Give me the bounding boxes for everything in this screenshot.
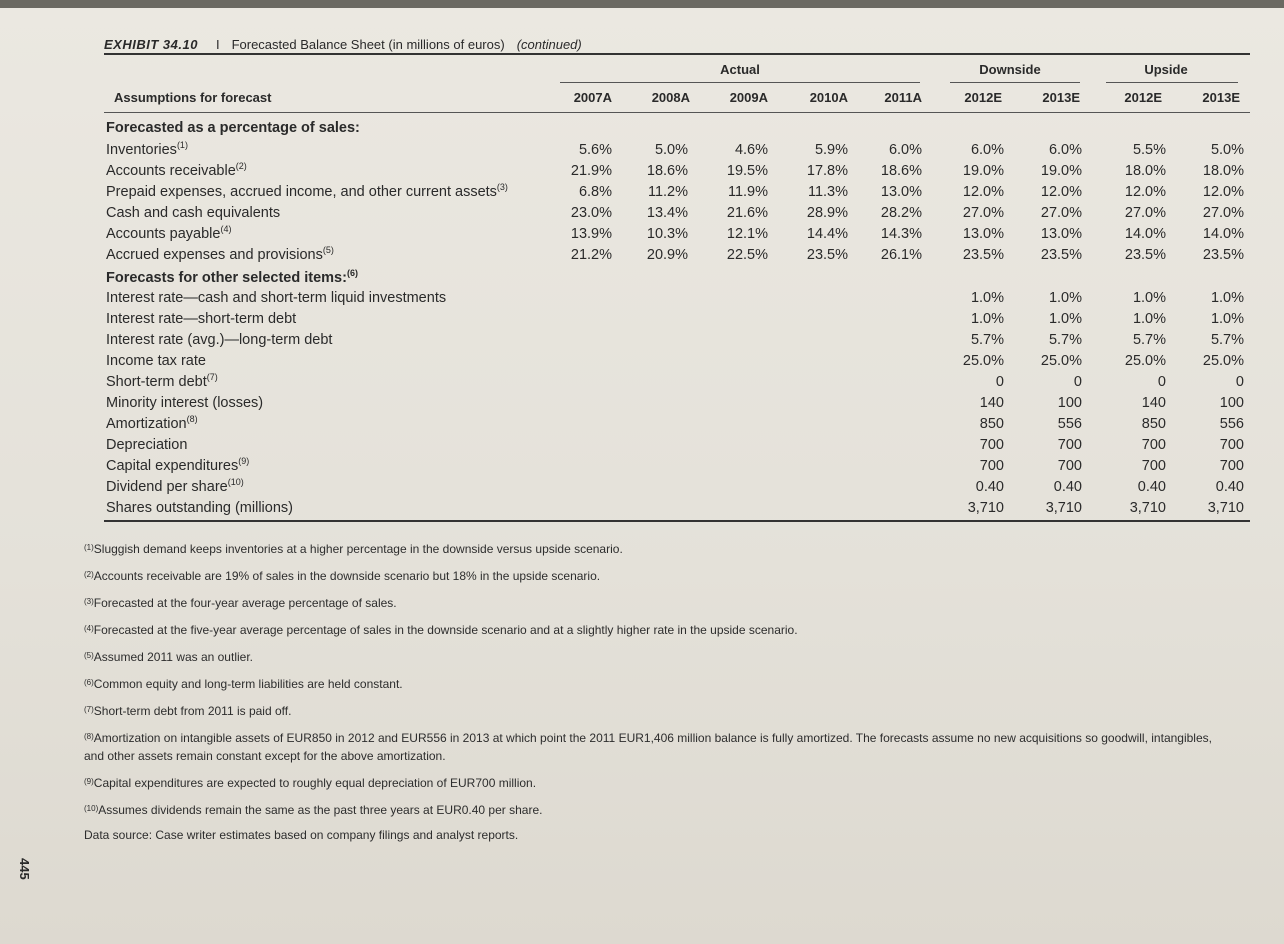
table-row	[0, 247, 1284, 267]
table-cell: 13.0%	[1040, 226, 1082, 242]
table-cell: 13.4%	[646, 205, 688, 221]
row-label-text: Cash and cash equivalents	[106, 205, 281, 221]
table-cell: 1.0%	[1210, 311, 1244, 327]
row-label-text: Inventories	[106, 142, 177, 158]
table-cell: 5.7%	[1132, 332, 1166, 348]
table-row	[0, 479, 1284, 499]
footnote-marker: (1)	[176, 140, 188, 150]
table-cell: 21.9%	[570, 163, 612, 179]
table-cell: 0	[1073, 374, 1082, 390]
table-cell: 25.0%	[1040, 353, 1082, 369]
table-cell: 1.0%	[1048, 311, 1082, 327]
footnote-text: Sluggish demand keeps inventories at a higher percentage in the downside versus upside scenario.	[93, 542, 623, 556]
table-cell: 11.9%	[727, 184, 768, 200]
table-cell: 0.40	[1215, 479, 1244, 495]
table-cell: 1.0%	[1132, 311, 1166, 327]
footnote-mark: (10)	[84, 804, 99, 813]
table-cell: 14.0%	[1124, 226, 1166, 242]
table-cell: 23.5%	[1202, 247, 1244, 263]
page-number: 445	[17, 858, 32, 880]
table-cell: 0	[995, 374, 1004, 390]
footnote-mark: (6)	[84, 678, 94, 687]
table-cell: 22.5%	[726, 247, 768, 263]
footnote-text: Assumes dividends remain the same as the past three years at EUR0.40 per share.	[98, 803, 543, 817]
table-cell: 12.0%	[1124, 184, 1166, 200]
table-cell: 28.9%	[806, 205, 848, 221]
footnote	[84, 675, 1234, 693]
footnote-marker: (10)	[227, 477, 244, 487]
header-rule	[104, 112, 1250, 113]
footnote-text: Assumed 2011 was an outlier.	[93, 650, 253, 664]
footnote-text: Short-term debt from 2011 is paid off.	[93, 704, 292, 718]
table-cell: 556	[1219, 416, 1244, 432]
table-cell: 28.2%	[880, 205, 922, 221]
table-row	[0, 184, 1284, 204]
table-cell: 0.40	[1053, 479, 1082, 495]
table-cell: 0	[1157, 374, 1166, 390]
footnote-text: Common equity and long-term liabilities are held constant.	[93, 677, 403, 691]
table-cell: 12.0%	[1202, 184, 1244, 200]
table-cell: 3,710	[1129, 500, 1166, 516]
row-label	[106, 290, 446, 306]
column-header: 2007A	[573, 90, 612, 105]
section-title	[106, 268, 358, 286]
table-cell: 25.0%	[1202, 353, 1244, 369]
footnote-text: Accounts receivable are 19% of sales in the downside scenario but 18% in the upside scenario.	[93, 569, 601, 583]
table-cell: 1.0%	[970, 311, 1004, 327]
exhibit-title	[104, 37, 582, 52]
table-cell: 700	[1219, 437, 1244, 453]
table-cell: 556	[1057, 416, 1082, 432]
row-label-text: Prepaid expenses, accrued income, and other current assets	[106, 184, 497, 200]
exhibit-caption: Forecasted Balance Sheet (in millions of euros)	[231, 37, 505, 52]
table-cell: 10.3%	[646, 226, 688, 242]
column-header: 2013E	[1042, 90, 1080, 105]
group-rule-upside	[1106, 82, 1238, 83]
table-cell: 0.40	[1137, 479, 1166, 495]
table-cell: 5.0%	[654, 142, 688, 158]
table-cell: 23.0%	[570, 205, 612, 221]
row-label	[106, 205, 280, 221]
row-label	[106, 500, 293, 516]
footnote-marker: (5)	[322, 245, 334, 255]
table-cell: 20.9%	[646, 247, 688, 263]
column-header: 2012E	[1124, 90, 1162, 105]
footnote	[84, 729, 1234, 765]
table-cell: 5.7%	[1210, 332, 1244, 348]
row-label	[106, 374, 218, 390]
row-label	[106, 479, 244, 495]
row-label-text: Interest rate (avg.)—long-term debt	[106, 332, 333, 348]
row-label	[106, 142, 188, 158]
table-cell: 23.5%	[806, 247, 848, 263]
footnote-mark: (2)	[84, 570, 94, 579]
column-header: 2011A	[884, 90, 922, 105]
table-cell: 21.6%	[726, 205, 768, 221]
footnote	[84, 648, 1234, 666]
footnote-mark: (7)	[84, 705, 94, 714]
footnote-mark: (5)	[84, 651, 94, 660]
table-cell: 5.7%	[970, 332, 1004, 348]
footnote-list	[84, 540, 1234, 819]
table-cell: 27.0%	[1124, 205, 1166, 221]
row-label	[106, 416, 198, 432]
exhibit-id: EXHIBIT 34.10	[104, 37, 198, 52]
table-row	[0, 311, 1284, 331]
table-cell: 13.0%	[962, 226, 1004, 242]
row-label-text: Accounts receivable	[106, 163, 236, 179]
row-label	[106, 458, 249, 474]
table-cell: 25.0%	[1124, 353, 1166, 369]
footnote-text: Amortization on intangible assets of EUR850 in 2012 and EUR556 in 2013 at which point the 2011 EUR1,406 million balance is fully amortized. The forecasts assume no new acquisitions so goodwill, intangibles, and other assets remain constant except for the above amortization.	[84, 731, 1212, 763]
footnote	[84, 621, 1234, 639]
row-label	[106, 437, 187, 453]
table-cell: 11.2%	[647, 184, 688, 200]
table-cell: 1.0%	[970, 290, 1004, 306]
row-label-text: Dividend per share	[106, 479, 228, 495]
exhibit-separator: I	[215, 37, 220, 52]
data-source: Data source: Case writer estimates based on company filings and analyst reports.	[84, 828, 519, 842]
table-cell: 27.0%	[1202, 205, 1244, 221]
footnote	[84, 594, 1234, 612]
table-cell: 140	[1141, 395, 1166, 411]
table-cell: 5.6%	[578, 142, 612, 158]
footnote-marker: (6)	[346, 268, 358, 278]
footnote-mark: (1)	[84, 543, 94, 552]
table-cell: 5.9%	[814, 142, 848, 158]
table-cell: 14.0%	[1202, 226, 1244, 242]
table-row	[0, 290, 1284, 310]
table-row	[0, 205, 1284, 225]
footnote-marker: (3)	[496, 182, 508, 192]
table-cell: 6.0%	[888, 142, 922, 158]
table-row	[0, 437, 1284, 457]
table-cell: 25.0%	[962, 353, 1004, 369]
table-top-rule	[104, 53, 1250, 55]
footnote	[84, 567, 1234, 585]
table-cell: 100	[1219, 395, 1244, 411]
group-header-actual: Actual	[720, 62, 760, 77]
footnote-text: Capital expenditures are expected to roughly equal depreciation of EUR700 million.	[93, 776, 537, 790]
table-cell: 11.3%	[807, 184, 848, 200]
column-header: 2010A	[809, 90, 848, 105]
table-cell: 850	[979, 416, 1004, 432]
row-label	[106, 184, 508, 200]
table-cell: 3,710	[967, 500, 1004, 516]
table-cell: 13.9%	[570, 226, 612, 242]
table-cell: 14.4%	[806, 226, 848, 242]
footnote-marker: (8)	[186, 414, 198, 424]
table-cell: 18.6%	[880, 163, 922, 179]
footnote-marker: (9)	[238, 456, 250, 466]
table-cell: 6.0%	[1048, 142, 1082, 158]
table-cell: 27.0%	[1040, 205, 1082, 221]
table-cell: 700	[1219, 458, 1244, 474]
row-label-text: Accounts payable	[106, 226, 221, 242]
footnote	[84, 540, 1234, 558]
table-cell: 700	[1057, 437, 1082, 453]
table-cell: 3,710	[1045, 500, 1082, 516]
table-cell: 100	[1057, 395, 1082, 411]
row-label	[106, 163, 247, 179]
row-label-text: Amortization	[106, 416, 187, 432]
section-title	[106, 120, 360, 136]
table-cell: 700	[979, 437, 1004, 453]
table-cell: 5.0%	[1210, 142, 1244, 158]
row-label	[106, 226, 231, 242]
table-cell: 1.0%	[1048, 290, 1082, 306]
table-row	[0, 332, 1284, 352]
row-label-text: Minority interest (losses)	[106, 395, 264, 411]
table-cell: 13.0%	[880, 184, 922, 200]
table-cell: 26.1%	[880, 247, 922, 263]
footnote	[84, 801, 1234, 819]
table-cell: 21.2%	[570, 247, 612, 263]
footnote-marker: (7)	[206, 372, 218, 382]
group-header-downside: Downside	[979, 62, 1041, 77]
table-cell: 18.6%	[646, 163, 688, 179]
row-label-text: Income tax rate	[106, 353, 206, 369]
column-header: 2012E	[964, 90, 1002, 105]
row-label	[106, 353, 206, 369]
table-cell: 700	[1141, 458, 1166, 474]
table-cell: 23.5%	[962, 247, 1004, 263]
section-title-text: Forecasts for other selected items:	[106, 269, 347, 286]
row-label	[106, 247, 334, 263]
table-cell: 5.5%	[1132, 142, 1166, 158]
footnote-mark: (3)	[84, 597, 94, 606]
footnote-text: Forecasted at the five-year average percentage of sales in the downside scenario and at a slightly higher rate in the upside scenario.	[93, 623, 798, 637]
table-cell: 19.5%	[726, 163, 768, 179]
row-label	[106, 311, 296, 327]
row-label-text: Accrued expenses and provisions	[106, 247, 323, 263]
row-label-text: Interest rate—cash and short-term liquid investments	[106, 290, 447, 306]
table-cell: 850	[1141, 416, 1166, 432]
table-cell: 700	[1057, 458, 1082, 474]
table-bottom-rule	[104, 520, 1250, 522]
footnote	[84, 774, 1234, 792]
table-cell: 6.8%	[578, 184, 612, 200]
table-cell: 19.0%	[962, 163, 1004, 179]
exhibit-continued: (continued)	[516, 37, 582, 52]
table-cell: 5.7%	[1048, 332, 1082, 348]
table-cell: 12.0%	[1040, 184, 1082, 200]
table-cell: 0	[1235, 374, 1244, 390]
table-cell: 12.1%	[726, 226, 768, 242]
group-header-upside: Upside	[1144, 62, 1188, 77]
photo-top-edge	[0, 0, 1284, 8]
table-row	[0, 416, 1284, 436]
row-label-text: Capital expenditures	[106, 458, 239, 474]
column-header: 2009A	[729, 90, 768, 105]
footnote-marker: (2)	[235, 161, 247, 171]
row-label-text: Shares outstanding (millions)	[106, 500, 293, 516]
table-row	[0, 163, 1284, 183]
table-cell: 1.0%	[1132, 290, 1166, 306]
row-label-text: Interest rate—short-term debt	[106, 311, 297, 327]
row-label	[106, 332, 332, 348]
footnotes	[84, 540, 1234, 842]
table-row	[0, 458, 1284, 478]
row-label	[106, 395, 263, 411]
table-cell: 19.0%	[1040, 163, 1082, 179]
table-cell: 17.8%	[806, 163, 848, 179]
column-header: 2013E	[1202, 90, 1240, 105]
table-cell: 14.3%	[880, 226, 922, 242]
footnote	[84, 702, 1234, 720]
table-cell: 23.5%	[1124, 247, 1166, 263]
table-cell: 12.0%	[962, 184, 1004, 200]
row-label-text: Depreciation	[106, 437, 188, 453]
table-cell: 27.0%	[962, 205, 1004, 221]
table-cell: 1.0%	[1210, 290, 1244, 306]
footnote-mark: (9)	[84, 777, 94, 786]
table-cell: 4.6%	[734, 142, 768, 158]
footnote-mark: (8)	[84, 732, 94, 741]
group-rule-downside	[950, 82, 1080, 83]
table-cell: 700	[1141, 437, 1166, 453]
table-cell: 18.0%	[1124, 163, 1166, 179]
table-cell: 700	[979, 458, 1004, 474]
footnote-text: Forecasted at the four-year average percentage of sales.	[93, 596, 397, 610]
section-title-text: Forecasted as a percentage of sales:	[106, 120, 360, 136]
column-header: 2008A	[651, 90, 690, 105]
table-row	[0, 353, 1284, 373]
table-row	[0, 395, 1284, 415]
footnote-marker: (4)	[220, 224, 232, 234]
table-cell: 140	[979, 395, 1004, 411]
table-row	[0, 226, 1284, 246]
table-row	[0, 142, 1284, 162]
table-cell: 18.0%	[1202, 163, 1244, 179]
table-row	[0, 374, 1284, 394]
row-label-header: Assumptions for forecast	[114, 90, 272, 105]
table-cell: 6.0%	[970, 142, 1004, 158]
footnote-mark: (4)	[84, 624, 94, 633]
table-cell: 3,710	[1207, 500, 1244, 516]
table-cell: 0.40	[975, 479, 1004, 495]
table-row	[0, 500, 1284, 520]
table-cell: 23.5%	[1040, 247, 1082, 263]
group-rule-actual	[560, 82, 920, 83]
row-label-text: Short-term debt	[106, 374, 207, 390]
